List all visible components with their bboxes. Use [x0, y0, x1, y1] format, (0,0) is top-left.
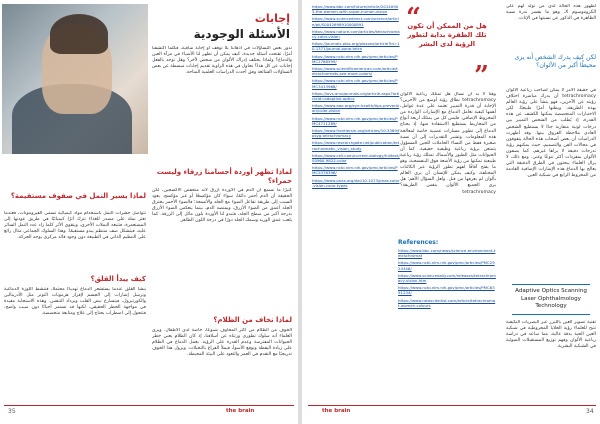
- reference-link[interactable]: https://www.ncbi.nlm.nih.gov/pmc/articles/PMC4711289/: [312, 115, 398, 126]
- reference-link[interactable]: https://www.scientificamerican.com/article/tetrachromats-see-more-colors/: [312, 66, 398, 77]
- en-title-top-rule: [512, 284, 590, 285]
- pull-quote: هل من الممكن أن تكون تلك الطفرة بداية لتطور الرؤية لدى البشر: [407, 22, 487, 48]
- reference-link[interactable]: https://www.researchgate.net/publication/tetrachromatic_vision_study: [312, 140, 400, 151]
- reference-link[interactable]: https://journals.plos.org/plosone/article?id=10.1371/journal.pone.tetra: [312, 41, 400, 52]
- right-page: [302, 0, 600, 424]
- reference-link[interactable]: https://www.sciencedirect.com/science/article/pii/S0042698910000891: [312, 16, 399, 27]
- quote-open-mark: “: [406, 3, 421, 33]
- reference-link[interactable]: https://www.bbc.com/news/science-environment-tetrachromat: [398, 248, 496, 259]
- reference-link[interactable]: https://www.frontiersin.org/articles/10.3389/fpsyg.tetrachromacy: [312, 128, 400, 139]
- footer-magazine-logo: the brain: [226, 408, 255, 414]
- reference-link[interactable]: https://www.ncbi.nlm.nih.gov/pmc/articles/PMC2924346/: [398, 260, 495, 271]
- reference-link[interactable]: https://www.ncbi.nlm.nih.gov/pmc/articles/PMC2788599/: [312, 53, 398, 64]
- reference-link[interactable]: https://www.nature.com/articles/tetrachromacy-color-vision: [312, 28, 400, 40]
- section-subtitle: الأسئلة الوجودية: [193, 27, 290, 41]
- column-a-paragraph-top: لظهور هذه الحالة لدى من تولد لهم على الكروموسوم X، وهو ما يفسر ندرة نسبة الظاهرة في الذكور عن نسبتها في الإناث.: [506, 4, 596, 22]
- reference-link[interactable]: https://www.aao.org/eye-health/tips-prevention/color-vision: [312, 103, 400, 114]
- en-title-bottom-rule: [512, 314, 590, 315]
- page-number: 34: [586, 408, 594, 415]
- question-darkness-heading: لماذا نخاف من الظلام؟: [213, 316, 292, 324]
- references-column: [312, 4, 400, 394]
- column-a-paragraph-bottom: تقنية تصوير العين بالليزر عبر البصريات التكيفية تتيح للعلماء رؤية الخلايا المخروطية في شبكية العين الحية بدقة عالية، مما ساعد في دراسة رباعية الألوان وفهم توزيع المستقبلات الضوئية في الشبكية البشرية.: [506, 320, 596, 350]
- answer-veins-paragraph: كثيرًا ما نسمع أن الدم في الأوردة أزرق لأنه منخفض الأكسجين، لكن الحقيقة أن الدم أحمر دائمًا، سواء كان مؤكسجًا أو غير مؤكسج. يعود السبب إلى طريقة تفاعل الضوء مع الجلد والأنسجة؛ فالضوء الأحمر يخترق الجلد أعمق من الضوء الأزرق، ويمتصه الدم، بينما ينعكس الضوء الأزرق بدرجة أكبر من سطح الجلد، فتبدو لنا الأوردة بلون مائل إلى الزرقة. كما يلعب عمق الوريد وسمك الجلد دورًا في درجة اللون الظاهر.: [152, 188, 292, 224]
- left-page: [0, 0, 298, 424]
- section-title: إجابات: [254, 12, 290, 25]
- reference-link[interactable]: https://www.ncbi.nlm.nih.gov/pmc/articles/PMC5378396/: [312, 165, 398, 176]
- photo-hair-shape: [50, 14, 108, 54]
- footer-rule: [4, 405, 294, 406]
- reference-link[interactable]: https://www.newscientist.com/article/tetrachromat-women-colours: [398, 297, 496, 308]
- technology-title: Adaptive Optics Scanning Laser Ophthalmology Technology: [515, 288, 587, 309]
- footer-rule: [308, 405, 596, 406]
- reference-link[interactable]: https://www.ncbi.nlm.nih.gov/pmc/articles/PMC3413968/: [312, 78, 398, 89]
- reference-link[interactable]: https://www.bbc.com/future/article/20140905-the-women-with-super-human-vision: [312, 4, 399, 15]
- footer-magazine-logo: the brain: [322, 408, 351, 414]
- reference-link[interactable]: https://www.sciencedaily.com/releases/tetrachromacy-vision.htm: [398, 272, 496, 284]
- answer-darkness-paragraph: الخوف من الظلام من أكثر المخاوف شيوعًا، خاصة لدى الأطفال. ويرى العلماء أنه سلوك تطوري ورثناه عن أسلافنا، إذ كان الظلام يعني خطر الحيوانات المفترسة وعدم القدرة على الرؤية. يعمل الدماغ في الظلام على زيادة اليقظة وتوقع الأسوأ، فيملأ الفراغ بالتخيلات. ويزول هذا الخوف تدريجيًا مع التقدم في العمر والتعود على البيئة المحيطة.: [152, 328, 292, 358]
- question-anxiety-heading: كيف يبدأ القلق؟: [90, 275, 146, 283]
- column-a-paragraph-middle: في حقيقة الأمر لا يمكن لصاحب رباعية الألوان tetrachromacy أن يدرك مباشرة اختلاف رؤيته عن الآخرين، فهو ينشأ على رؤية العالم بهذه الطريقة، ويظنها أمرًا طبيعيًا. لكن الاختبارات المتخصصة يمكنها الكشف عن هذه القدرة، إذ يُطلب من الشخص التمييز بين درجات لونية متقاربة جدًا لا يستطيع الشخص العادي ملاحظة الفروق بينها. وقد أظهرت الدراسات أن بعض أصحاب هذه الحالة يتفوقون في مجالات الفن والتصميم، حيث يمكنهم رؤية تدرجات دقيقة لا يراها غيرهم، كما يصفون الألوان بمفردات أكثر تنوعًا وغنى. ومع ذلك، لا يزال العلماء يبحثون في الطرق الدقيقة التي يعالج بها الدماغ هذه الإشارات الإضافية القادمة من المخروط الرابع في شبكية العين.: [506, 88, 596, 179]
- answer-ants-paragraph: تتواصل حشرات النمل باستخدام مواد كيميائية تسمى الفيرومونات، فعندما تعثر نملة على مصدر للغذاء تترك أثرًا كيميائيًا في طريق عودتها إلى المستعمرة، فتتبعه النملات الأخرى، ويتقوى الأثر كلما زاد عدد النمل السائر عليه، فيتشكل صف منتظم يبدو مستقيمًا. وهذا السلوك الجماعي مثال رائع على التنظيم الذاتي في الطبيعة دون وجود قائد مركزي يوجه الحركة.: [4, 211, 146, 241]
- answer-anxiety-paragraph: ينشأ القلق عندما يستشعر الدماغ تهديدًا محتملًا، فتنشط اللوزة الدماغية وترسل إشارات إلى الجسم لإفراز هرمونات التوتر مثل الأدرينالين والكورتيزول، فيتسارع نبض القلب ويزداد التنفس. وهذه الاستجابة مفيدة في مواجهة الخطر الحقيقي، لكنها قد تستمر أحيانًا دون سبب واضح، فتتحول إلى اضطراب يحتاج إلى علاج ومتابعة متخصصة.: [4, 287, 146, 317]
- references-bottom-list: [398, 248, 496, 398]
- question-ants-heading: لماذا يسير النمل في صفوف مستقيمة؟: [10, 192, 146, 200]
- references-heading: References:: [398, 239, 439, 246]
- reference-link[interactable]: https://www.cell.com/current-biology/fulltext/S0960-9822-color: [312, 152, 400, 164]
- page-number: 35: [8, 408, 16, 415]
- quote-close-mark: ”: [474, 61, 489, 91]
- reference-link[interactable]: https://iovs.arvojournals.org/article.aspx?articleid=adaptive-optics: [312, 90, 400, 102]
- reference-link[interactable]: https://www.ncbi.nlm.nih.gov/pmc/articles/PMC6391234/: [398, 285, 495, 296]
- reference-link[interactable]: https://www.pnas.org/doi/10.1073/pnas.color-vision-cone-types: [312, 177, 400, 188]
- header-photo: [2, 4, 148, 154]
- question-veins-heading: لماذا تظهر أوردة أجسامنا زرقاء وليست حمراء؟: [156, 168, 292, 185]
- intro-paragraph: تدور بعض التساؤلات في أذهاننا بلا توقف أو إجابة شافية، فكلما اكتشفنا أمرًا، تفتحت أسئلة جديدة، كيف يمكن أن تظهر لنا الأشياء في مرآة العين والدماغ؟ ولماذا يختلف إدراك الألوان من شخص لآخر؟ وهل توجد بالفعل إجابات عن كل هذا؟ نحاول في هذه الزاوية تقديم إجابات مبسطة عن بعض التساؤلات الشائعة وفق أحدث الدراسات العلمية المتاحة.: [152, 46, 292, 76]
- column-b-paragraph: وهنا لا بد أن نسأل هل تمتلك رباعية الألوان tetrachromacy نطاق رؤية أوسع من الآخرين؟ الإجابة أن قدرة التمييز تعتمد على عدة عوامل، أهمها كيفية تعامل الدماغ مع الإشارات الواردة من المخروط الإضافي. فليس كل من يمتلك أربعة أنواع من المخاريط يستطيع الاستفادة منها، إذ يحتاج الدماغ إلى تطوير مسارات عصبية خاصة لمعالجة هذه المعلومات. وتشير التقديرات إلى أن نسبة صغيرة فقط من النساء الحاملات للجين المسؤول يتمتعن برؤية رباعية وظيفية حقيقية. كما أن الحيوانات مثل الطيور والأسماك تمتلك رؤية رباعية طبيعية تمكنها من رؤية الأشعة فوق البنفسجية، وهو ما يفتح آفاقًا لفهم تطور الرؤية عبر الكائنات المختلفة، وكيف يمكن للإنسان أن يرى العالم بألوان لم يعرفها من قبل. ولعل السؤال الأهم: هل يرى الجميع الألوان بنفس الطريقة؟ tetrachromacy: [400, 92, 496, 195]
- how-perceive-heading: لكن كيف يدرك الشخص أنه يرى محيطًا أكبر من الألوان؟: [514, 54, 596, 69]
